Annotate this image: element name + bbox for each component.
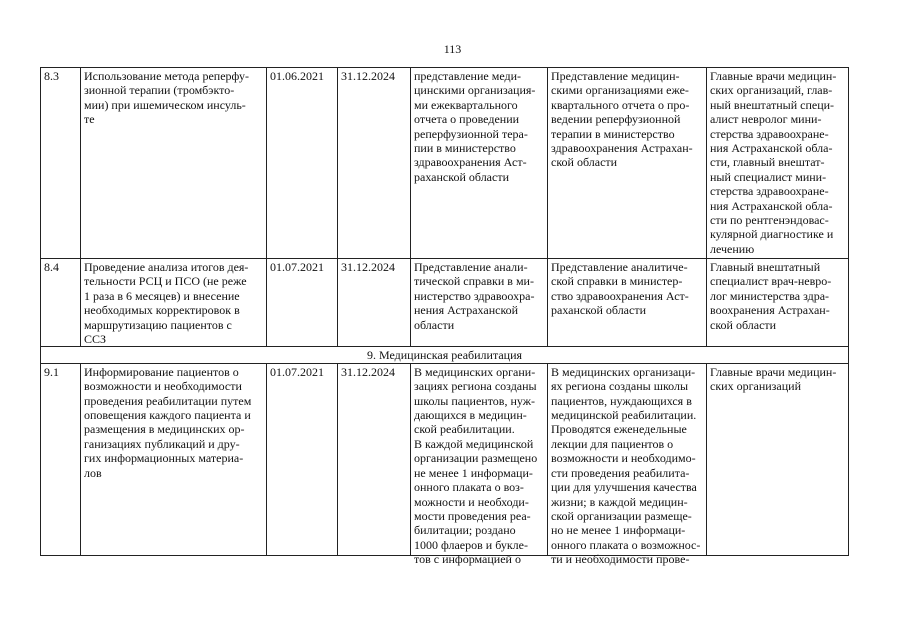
control-cell	[548, 363, 707, 567]
table-row	[41, 363, 849, 555]
responsible-cell: Главный внештатный специалист врач-невро- лог министерства здра- воохранения Астрахан- ской области	[707, 259, 849, 347]
activity-cell: Проведение анализа итогов дея- тельности РСЦ и ПСО (не реже 1 раза в 6 месяцев) и внесение необходимых корректировок в маршрутизацию пациентов с ССЗ	[81, 259, 267, 347]
control-cell: Представление медицин- скими организациями еже- квартального отчета о про- ведении реперфузионной терапии в министерство здравоохранения Астрахан- ской области	[548, 68, 707, 259]
start-date-cell: 01.07.2021	[267, 259, 338, 347]
result-cell	[411, 363, 548, 567]
activity-cell: Использование метода реперфу- зионной терапии (тромбэкто- мии) при ишемическом инсуль- те	[81, 68, 267, 259]
end-date-cell	[338, 363, 411, 555]
row-number-text: 9.1	[44, 364, 59, 379]
result-cell: представление меди- цинскими организация- ми ежеквартального отчета о проведении реперфузионной тера- пии в министерство здравоохранения Аст- раханской области	[411, 68, 548, 259]
result-cell: Представление анали- тической справки в ми- нистерство здравоохра- нения Астраханской области	[411, 259, 548, 347]
row-number	[41, 363, 81, 555]
responsible-cell	[707, 363, 849, 555]
start-date-cell	[267, 363, 338, 555]
table-row	[41, 259, 849, 347]
page-number: 113	[443, 42, 462, 56]
control-text: В медицинских организаци- ях региона созданы школы пациентов, нуждающихся в медицинской реабилитации. Проводятся еженедельные лекции для пациентов о возможности и необходимо- сти проведения реабилита- ции для улучшения качества жизни; в каждой медицин- ской организации размеще- но не менее 1 информаци- онного плаката о возможнос- ти и необходимости прове-	[551, 364, 701, 567]
row-number: 8.3	[41, 68, 81, 259]
result-text: В медицинских органи- зациях региона созданы школы пациентов, нуж- дающихся в медицин- ской реабилитации. В каждой медицинской организации размещено не менее 1 информаци- онного плаката о воз- можности и необходи- мости проведения реа- билитации; роздано 1000 флаеров и букле- тов с информацией о	[414, 364, 538, 567]
activity-text: Информирование пациентов о возможности и необходимости проведения реабилитации путем оповещения каждого пациента и размещения в медицинских ор- ганизациях публикаций и дру- гих информационных материа- лов	[84, 364, 252, 480]
end-date-cell: 31.12.2024	[338, 259, 411, 347]
row-number: 8.4	[41, 259, 81, 347]
section-title: 9. Медицинская реабилитация	[41, 347, 849, 363]
control-cell: Представление аналитиче- ской справки в министер- ство здравоохранения Аст- раханской области	[548, 259, 707, 347]
measures-table	[40, 67, 849, 567]
table-row	[41, 68, 849, 259]
start-date-cell: 01.06.2021	[267, 68, 338, 259]
section-row	[41, 347, 849, 363]
end-date-cell: 31.12.2024	[338, 68, 411, 259]
activity-cell	[81, 363, 267, 555]
start-date-text: 01.07.2021	[270, 364, 324, 379]
responsible-cell: Главные врачи медицин- ских организаций, глав- ный внештатный специ- алист невролог мини- стерства здравоохране- ния Астраханской обла- сти, главный внештат- ный специалист мини- стерства здравоохране- ния Астраханской обла- сти по рентгенэндовас- кулярной диагностике и лечению	[707, 68, 849, 259]
responsible-text: Главные врачи медицин- ских организаций	[710, 364, 837, 394]
end-date-text: 31.12.2024	[341, 364, 395, 379]
